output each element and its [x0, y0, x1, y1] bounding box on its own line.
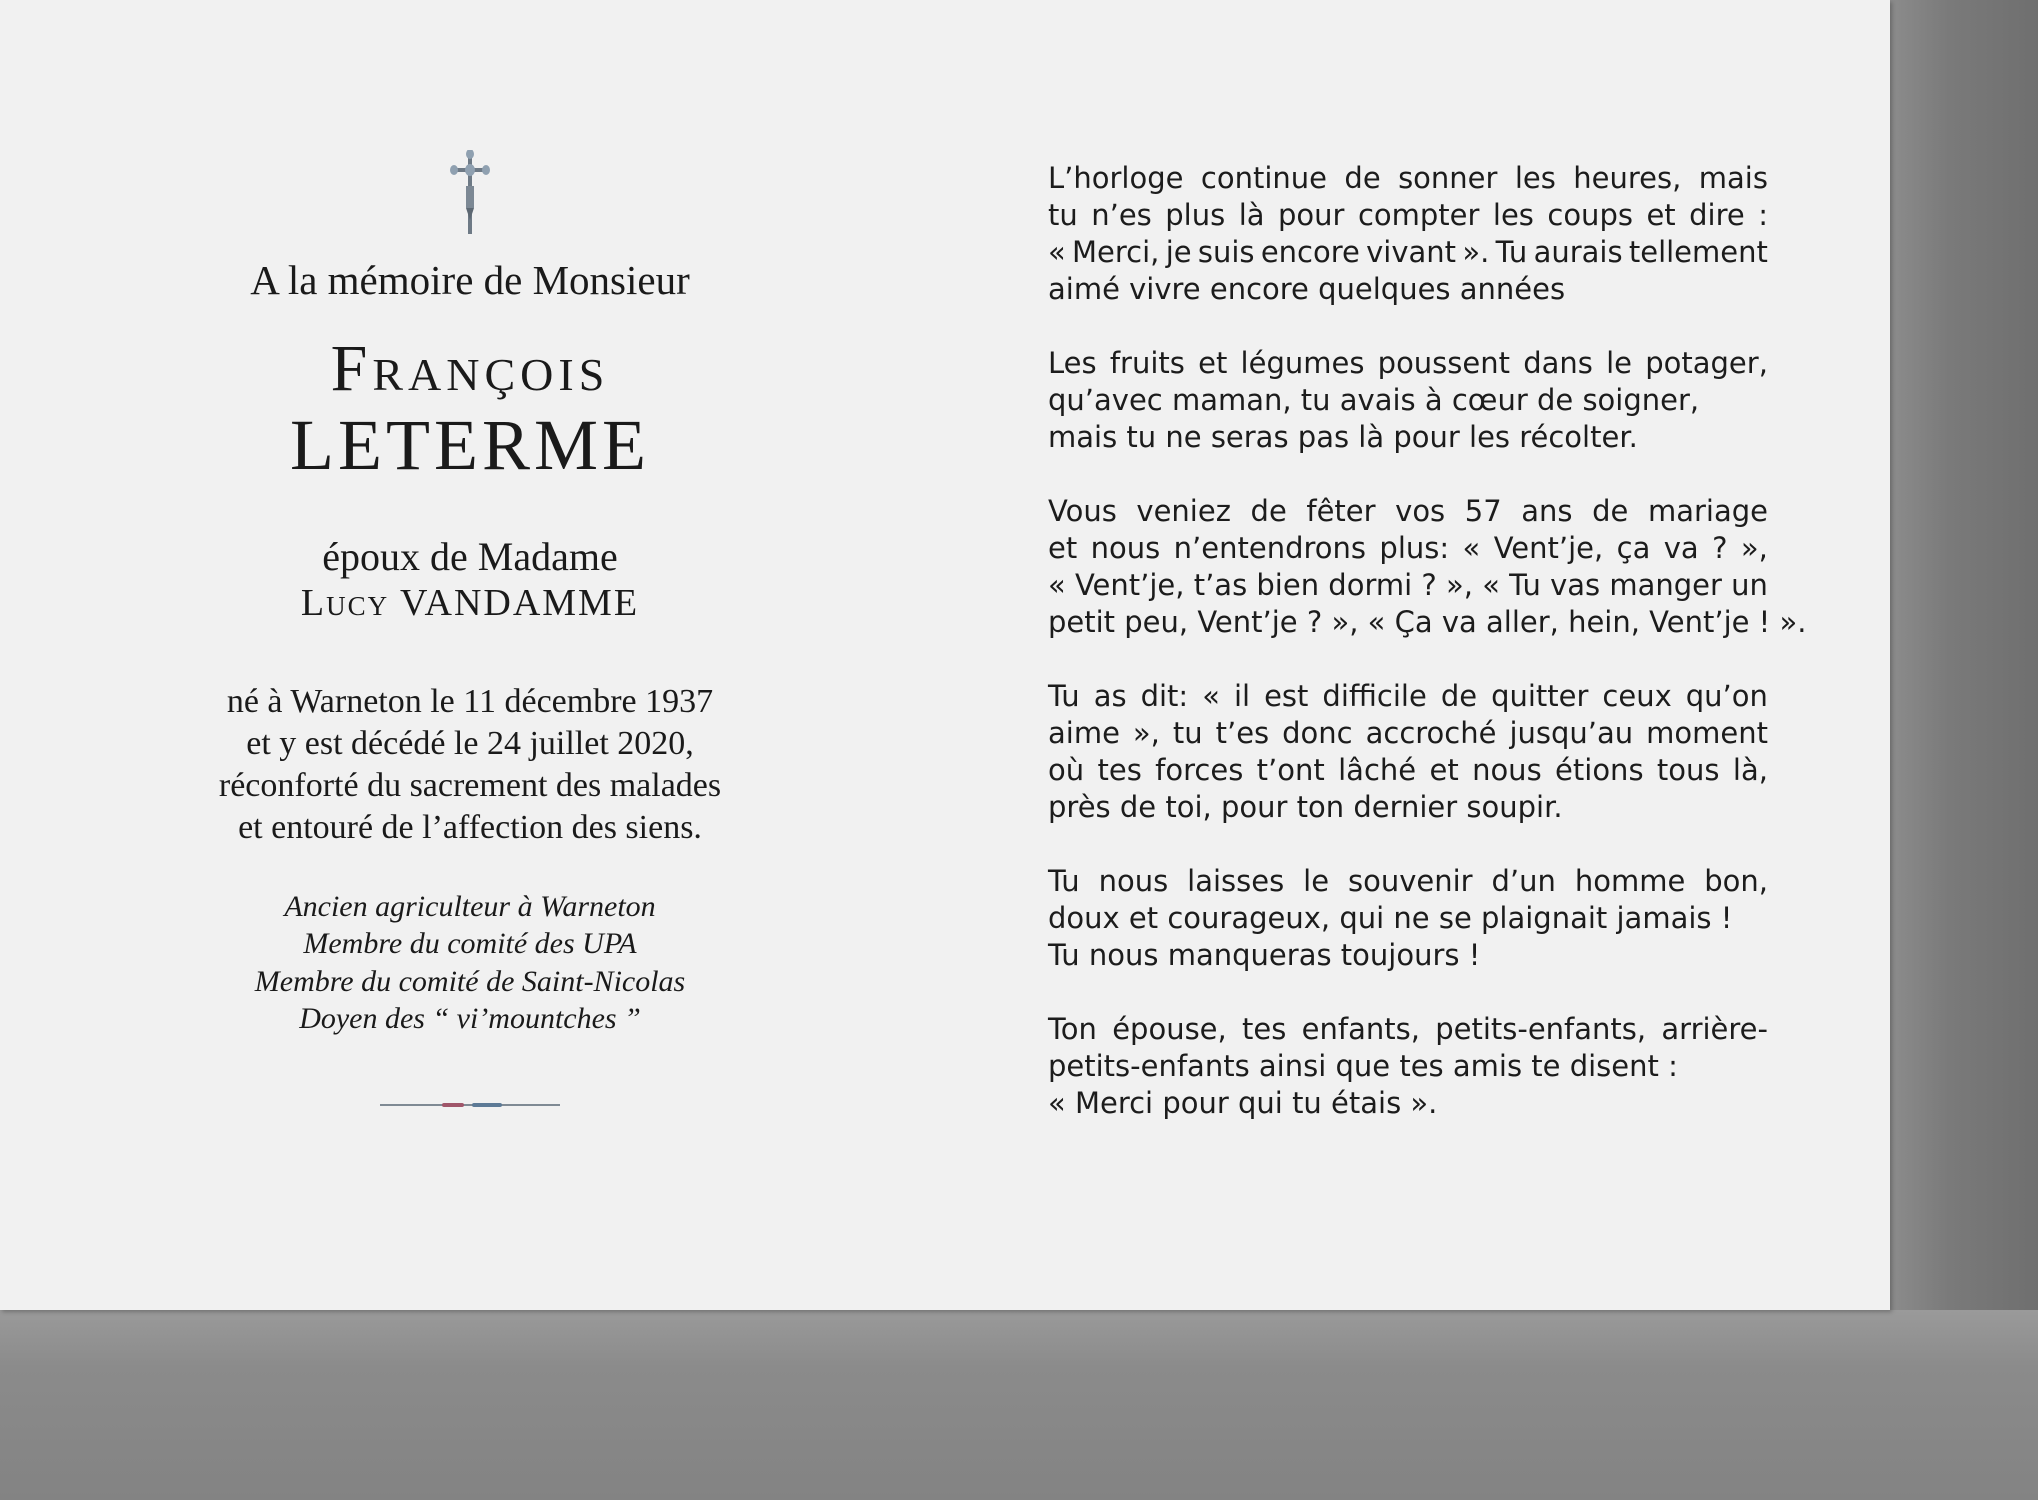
- farewell-line: L’horloge continue de sonner les heures, mais: [1048, 161, 1768, 195]
- farewell-paragraph: [1048, 160, 1768, 308]
- divider-line-icon: [380, 1100, 560, 1110]
- spouse-label: époux de Madame: [322, 534, 618, 580]
- bio-line: et y est décédé le 24 juillet 2020,: [246, 725, 694, 763]
- farewell-line: « Merci pour qui tu étais ».: [1048, 1086, 1438, 1120]
- bio-line: né à Warneton le 11 décembre 1937: [226, 682, 714, 720]
- bio-block: [130, 681, 810, 850]
- farewell-paragraph: [1048, 493, 1807, 641]
- cross-ornament: [130, 150, 810, 242]
- farewell-line: Tu nous laisses le souvenir d’un homme bon,: [1048, 864, 1768, 898]
- role-line: Membre du comité des UPA: [303, 927, 637, 961]
- farewell-paragraph: [1048, 345, 1768, 456]
- farewell-paragraph: [1048, 678, 1768, 826]
- farewell-line: petit peu, Vent’je ? », « Ça va aller, hein, Vent’je ! ».: [1048, 605, 1807, 639]
- roles-block: [130, 888, 810, 1038]
- farewell-line: « Vent’je, t’as bien dormi ? », « Tu vas manger un: [1048, 568, 1768, 602]
- farewell-line: « Merci, je suis encore vivant ». Tu aurais tellement: [1048, 235, 1768, 269]
- farewell-line: tu n’es plus là pour compter les coups et dire :: [1048, 198, 1768, 232]
- memorial-identity-column: [130, 150, 810, 1110]
- farewell-line: près de toi, pour ton dernier soupir.: [1048, 790, 1563, 824]
- bio-line: réconforté du sacrement des malades: [218, 767, 722, 805]
- farewell-paragraph: [1048, 863, 1768, 974]
- spouse-name: Lucy VANDAMME: [300, 582, 640, 625]
- farewell-line: et nous n’entendrons plus: « Vent’je, ça va ? »,: [1048, 531, 1768, 565]
- farewell-line: Vous veniez de fêter vos 57 ans de mariage: [1048, 494, 1768, 528]
- deceased-last-name: LETERME: [290, 404, 650, 485]
- farewell-line: petits-enfants ainsi que tes amis te disent :: [1048, 1049, 1678, 1083]
- farewell-line: Tu nous manqueras toujours !: [1048, 938, 1481, 972]
- scanner-background-right: [1890, 0, 2038, 1500]
- role-line: Ancien agriculteur à Warneton: [284, 889, 656, 923]
- farewell-line: Les fruits et légumes poussent dans le potager,: [1048, 346, 1768, 380]
- deceased-first-name: François: [330, 332, 610, 406]
- role-line: Doyen des “ vi’mountches ”: [299, 1002, 641, 1036]
- farewell-paragraph: [1048, 1011, 1768, 1122]
- farewell-line: aimé vivre encore quelques années: [1048, 272, 1566, 306]
- farewell-line: qu’avec maman, tu avais à cœur de soigner,: [1048, 383, 1700, 417]
- farewell-line: Ton épouse, tes enfants, petits-enfants, arrière-: [1048, 1012, 1768, 1046]
- cross-icon: [450, 150, 490, 236]
- farewell-text-column: [1048, 160, 1807, 1159]
- scanner-background-bottom: [0, 1310, 2038, 1500]
- farewell-line: où tes forces t’ont lâché et nous étions tous là,: [1048, 753, 1768, 787]
- farewell-line: Tu as dit: « il est difficile de quitter ceux qu’on: [1048, 679, 1768, 713]
- farewell-line: doux et courageux, qui ne se plaignait jamais !: [1048, 901, 1733, 935]
- role-line: Membre du comité de Saint-Nicolas: [254, 964, 686, 998]
- farewell-line: mais tu ne seras pas là pour les récolter.: [1048, 420, 1638, 454]
- memorial-intro: A la mémoire de Monsieur: [250, 257, 690, 303]
- bio-line: et entouré de l’affection des siens.: [238, 809, 702, 847]
- farewell-line: aime », tu t’es donc accroché jusqu’au moment: [1048, 716, 1768, 750]
- divider-ornament: [130, 1100, 810, 1110]
